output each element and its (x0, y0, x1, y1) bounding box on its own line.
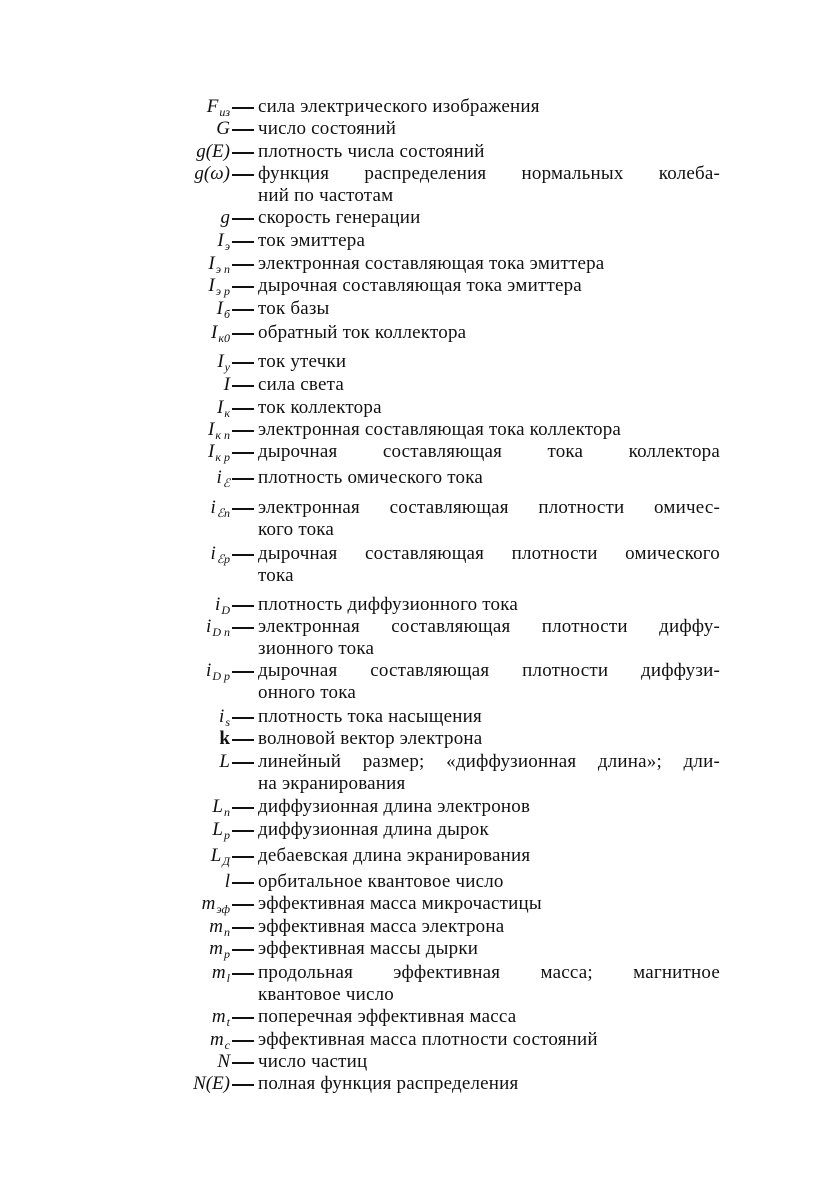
em-dash-separator (232, 1040, 254, 1042)
entry-definition (258, 871, 720, 893)
entry-definition (258, 916, 720, 938)
definition-line: плотность числа состояний (258, 141, 485, 162)
symbol-main: L (210, 845, 222, 866)
definition-line: диффузионная длина дырок (258, 819, 489, 840)
entry-symbol (211, 322, 230, 345)
definition-line: электронная составляющая плотности омичес- (258, 497, 720, 518)
symbol-main: i (216, 467, 222, 488)
entry-symbol (219, 706, 230, 729)
definition-line: дырочная составляющая плотности омического (258, 543, 720, 564)
entry-definition (258, 441, 720, 463)
symbol-subscript: D n (212, 625, 230, 639)
entry-symbol (209, 916, 230, 939)
definition-line: эффективная масса электрона (258, 916, 505, 937)
definition-line: электронная составляющая плотности диффу- (258, 616, 720, 637)
definition-line: эффективная масса микрочастицы (258, 893, 542, 914)
entry-definition (258, 893, 720, 915)
symbol-main: i (206, 616, 212, 637)
definition-line: поперечная эффективная масса (258, 1006, 517, 1027)
symbol-main: I (208, 275, 215, 296)
em-dash-separator (232, 241, 254, 243)
symbol-subscript: D (221, 603, 230, 617)
entry-symbol (215, 594, 230, 617)
entry-definition (258, 253, 720, 275)
entry-symbol (217, 230, 230, 253)
entry-definition (258, 351, 720, 373)
symbol-main: I (208, 419, 215, 440)
definition-line: сила электрического изображения (258, 96, 540, 117)
em-dash-separator (232, 627, 254, 629)
definition-line: число частиц (258, 1051, 368, 1072)
definition-line: ток базы (258, 298, 330, 319)
entry-definition (258, 594, 720, 616)
em-dash-separator (232, 554, 254, 556)
em-dash-separator (232, 1017, 254, 1019)
symbol-subscript: э (224, 239, 230, 253)
em-dash-separator (232, 830, 254, 832)
symbol-main: m (211, 962, 226, 983)
definition-line: орбитальное квантовое число (258, 871, 504, 892)
definition-line: ток утечки (258, 351, 347, 372)
entry-symbol (206, 616, 230, 639)
symbol-subscript: к p (215, 450, 230, 464)
definition-line: волновой вектор электрона (258, 728, 483, 749)
symbol-main: g(ω) (194, 163, 230, 184)
em-dash-separator (232, 129, 254, 131)
em-dash-separator (232, 385, 254, 387)
symbol-subscript: s (225, 715, 230, 729)
symbol-main: N (217, 1051, 230, 1072)
definition-line: сила света (258, 374, 344, 395)
symbol-subscript: p (224, 947, 230, 961)
definition-line: эффективная массы дырки (258, 938, 479, 959)
em-dash-separator (232, 333, 254, 335)
entry-symbol (207, 96, 230, 119)
entry-definition (258, 1073, 720, 1095)
entry-symbol (225, 871, 230, 893)
definition-line: дырочная составляющая тока эмиттера (258, 275, 582, 296)
entry-definition (258, 322, 720, 344)
entry-symbol (193, 1073, 230, 1095)
symbol-subscript: t (226, 1015, 230, 1029)
em-dash-separator (232, 762, 254, 764)
definition-line: плотность омического тока (258, 467, 483, 488)
em-dash-separator (232, 218, 254, 220)
symbol-main: g (220, 207, 230, 228)
entry-definition (258, 1051, 720, 1073)
symbol-subscript: у (224, 360, 230, 374)
symbol-main: i (215, 594, 221, 615)
symbol-subscript: ℰ (222, 476, 230, 490)
definition-line: тока (258, 565, 294, 586)
entry-symbol (210, 1029, 230, 1052)
symbol-subscript: из (219, 105, 230, 119)
definition-line: на экранирования (258, 773, 406, 794)
definition-line: скорость генерации (258, 207, 421, 228)
symbol-main: I (217, 230, 224, 251)
entry-symbol (212, 962, 230, 985)
symbol-main: m (201, 893, 216, 914)
entry-symbol (194, 163, 230, 185)
symbol-subscript: l (226, 971, 230, 985)
definition-line: дебаевская длина экранирования (258, 845, 531, 866)
definition-line: дырочная составляющая плотности диффузи- (258, 660, 720, 681)
symbol-subscript: к (224, 406, 230, 420)
definition-line: электронная составляющая тока эмиттера (258, 253, 605, 274)
symbol-main: m (211, 1006, 226, 1027)
symbol-subscript: э p (215, 284, 230, 298)
entry-definition (258, 96, 720, 118)
entry-symbol (206, 660, 230, 683)
entry-definition (258, 660, 720, 704)
em-dash-separator (232, 807, 254, 809)
entry-definition (258, 374, 720, 396)
symbol-subscript: к0 (218, 331, 230, 345)
entry-definition (258, 118, 720, 140)
entry-symbol (217, 1051, 230, 1073)
entry-definition (258, 1006, 720, 1028)
definition-line: электронная составляющая тока коллектора (258, 419, 622, 440)
symbol-subscript: n (224, 805, 230, 819)
definition-line: эффективная масса плотности состояний (258, 1029, 598, 1050)
entry-symbol (221, 207, 231, 229)
symbol-main: L (212, 796, 223, 817)
entry-definition (258, 845, 720, 867)
symbol-subscript: ℰn (216, 506, 230, 520)
em-dash-separator (232, 739, 254, 741)
definition-line: продольная эффективная масса; магнитное (258, 962, 720, 983)
symbol-main: i (206, 660, 212, 681)
symbol-subscript: б (223, 307, 230, 321)
entry-definition (258, 543, 720, 587)
entry-definition (258, 397, 720, 419)
entry-definition (258, 728, 720, 750)
symbol-main: m (209, 938, 223, 959)
entry-definition (258, 275, 720, 297)
entry-symbol (216, 118, 230, 140)
entry-symbol (217, 351, 230, 374)
symbol-main: L (212, 819, 223, 840)
em-dash-separator (232, 949, 254, 951)
em-dash-separator (232, 107, 254, 109)
entry-symbol (217, 397, 230, 420)
entry-symbol (219, 751, 230, 773)
definition-line: число состояний (258, 118, 397, 139)
symbol-main: k (219, 728, 230, 749)
definition-line: зионного тока (258, 638, 375, 659)
definition-line: плотность диффузионного тока (258, 594, 518, 615)
em-dash-separator (232, 882, 254, 884)
symbol-subscript: ℰp (216, 552, 230, 566)
em-dash-separator (232, 717, 254, 719)
symbol-subscript: к n (215, 428, 230, 442)
entry-symbol (208, 253, 230, 276)
entry-definition (258, 497, 720, 541)
entry-symbol (211, 845, 230, 868)
symbol-subscript: p (224, 828, 230, 842)
entry-symbol (216, 467, 230, 490)
em-dash-separator (232, 174, 254, 176)
em-dash-separator (232, 856, 254, 858)
definition-line: обратный ток коллектора (258, 322, 467, 343)
symbol-subscript: c (224, 1038, 230, 1052)
entry-definition (258, 938, 720, 960)
symbol-subscript: D p (212, 669, 230, 683)
entry-symbol (217, 298, 230, 321)
em-dash-separator (232, 309, 254, 311)
entry-definition (258, 207, 720, 229)
em-dash-separator (232, 430, 254, 432)
em-dash-separator (232, 408, 254, 410)
em-dash-separator (232, 973, 254, 975)
symbol-main: I (217, 397, 224, 418)
definition-line: линейный размер; «диффузионная длина»; дли- (258, 751, 720, 772)
definition-line: кого тока (258, 519, 335, 540)
symbol-subscript: эф (216, 902, 230, 916)
symbol-main: G (216, 118, 230, 139)
entry-definition (258, 706, 720, 728)
symbol-main: I (217, 351, 224, 372)
entry-definition (258, 298, 720, 320)
definition-line: квантовое число (258, 984, 394, 1005)
entry-symbol (202, 893, 230, 916)
entry-definition (258, 163, 720, 207)
symbol-main: I (216, 298, 223, 319)
entry-definition (258, 1029, 720, 1051)
symbol-main: m (209, 1029, 224, 1050)
symbol-main: L (219, 751, 230, 772)
symbol-main: i (210, 543, 216, 564)
entry-symbol (208, 441, 230, 464)
entry-definition (258, 141, 720, 163)
entry-symbol (219, 728, 230, 750)
entry-definition (258, 796, 720, 818)
entry-symbol (209, 938, 230, 961)
symbol-main: F (206, 96, 219, 117)
symbol-subscript: Д (222, 854, 230, 868)
symbol-subscript: э n (215, 262, 230, 276)
entry-definition (258, 230, 720, 252)
definition-line: полная функция распределения (258, 1073, 519, 1094)
entry-symbol (196, 141, 230, 163)
entry-definition (258, 616, 720, 660)
em-dash-separator (232, 478, 254, 480)
symbol-main: m (209, 916, 223, 937)
entry-definition (258, 751, 720, 795)
em-dash-separator (232, 1084, 254, 1086)
definition-line: ток эмиттера (258, 230, 366, 251)
entry-definition (258, 419, 720, 441)
symbol-main: I (223, 374, 230, 395)
em-dash-separator (232, 452, 254, 454)
definition-line: диффузионная длина электронов (258, 796, 531, 817)
symbol-main: I (208, 441, 215, 462)
symbol-main: i (210, 497, 216, 518)
entry-symbol (208, 419, 230, 442)
entry-symbol (208, 275, 230, 298)
entry-symbol (212, 819, 230, 842)
em-dash-separator (232, 671, 254, 673)
em-dash-separator (232, 605, 254, 607)
definition-line: ний по частотам (258, 185, 394, 206)
definition-line: функция распределения нормальных колеба- (258, 163, 720, 184)
entry-symbol (210, 497, 230, 520)
em-dash-separator (232, 152, 254, 154)
em-dash-separator (232, 362, 254, 364)
entry-definition (258, 962, 720, 1006)
symbol-subscript: n (224, 925, 230, 939)
symbol-main: i (219, 706, 225, 727)
symbol-main: I (208, 253, 215, 274)
entry-definition (258, 819, 720, 841)
em-dash-separator (232, 286, 254, 288)
symbol-main: I (211, 322, 218, 343)
symbol-main: g(E) (196, 141, 230, 162)
em-dash-separator (232, 904, 254, 906)
em-dash-separator (232, 1062, 254, 1064)
definition-line: плотность тока насыщения (258, 706, 482, 727)
symbol-main: l (224, 871, 230, 892)
definition-line: онного тока (258, 682, 357, 703)
em-dash-separator (232, 264, 254, 266)
entry-definition (258, 467, 720, 489)
entry-symbol (212, 796, 230, 819)
entry-symbol (224, 374, 230, 396)
definition-line: ток коллектора (258, 397, 382, 418)
symbol-main: N(E) (193, 1073, 230, 1094)
em-dash-separator (232, 927, 254, 929)
entry-symbol (212, 1006, 230, 1029)
em-dash-separator (232, 508, 254, 510)
definition-line: дырочная составляющая тока коллектора (258, 441, 720, 462)
entry-symbol (210, 543, 230, 566)
